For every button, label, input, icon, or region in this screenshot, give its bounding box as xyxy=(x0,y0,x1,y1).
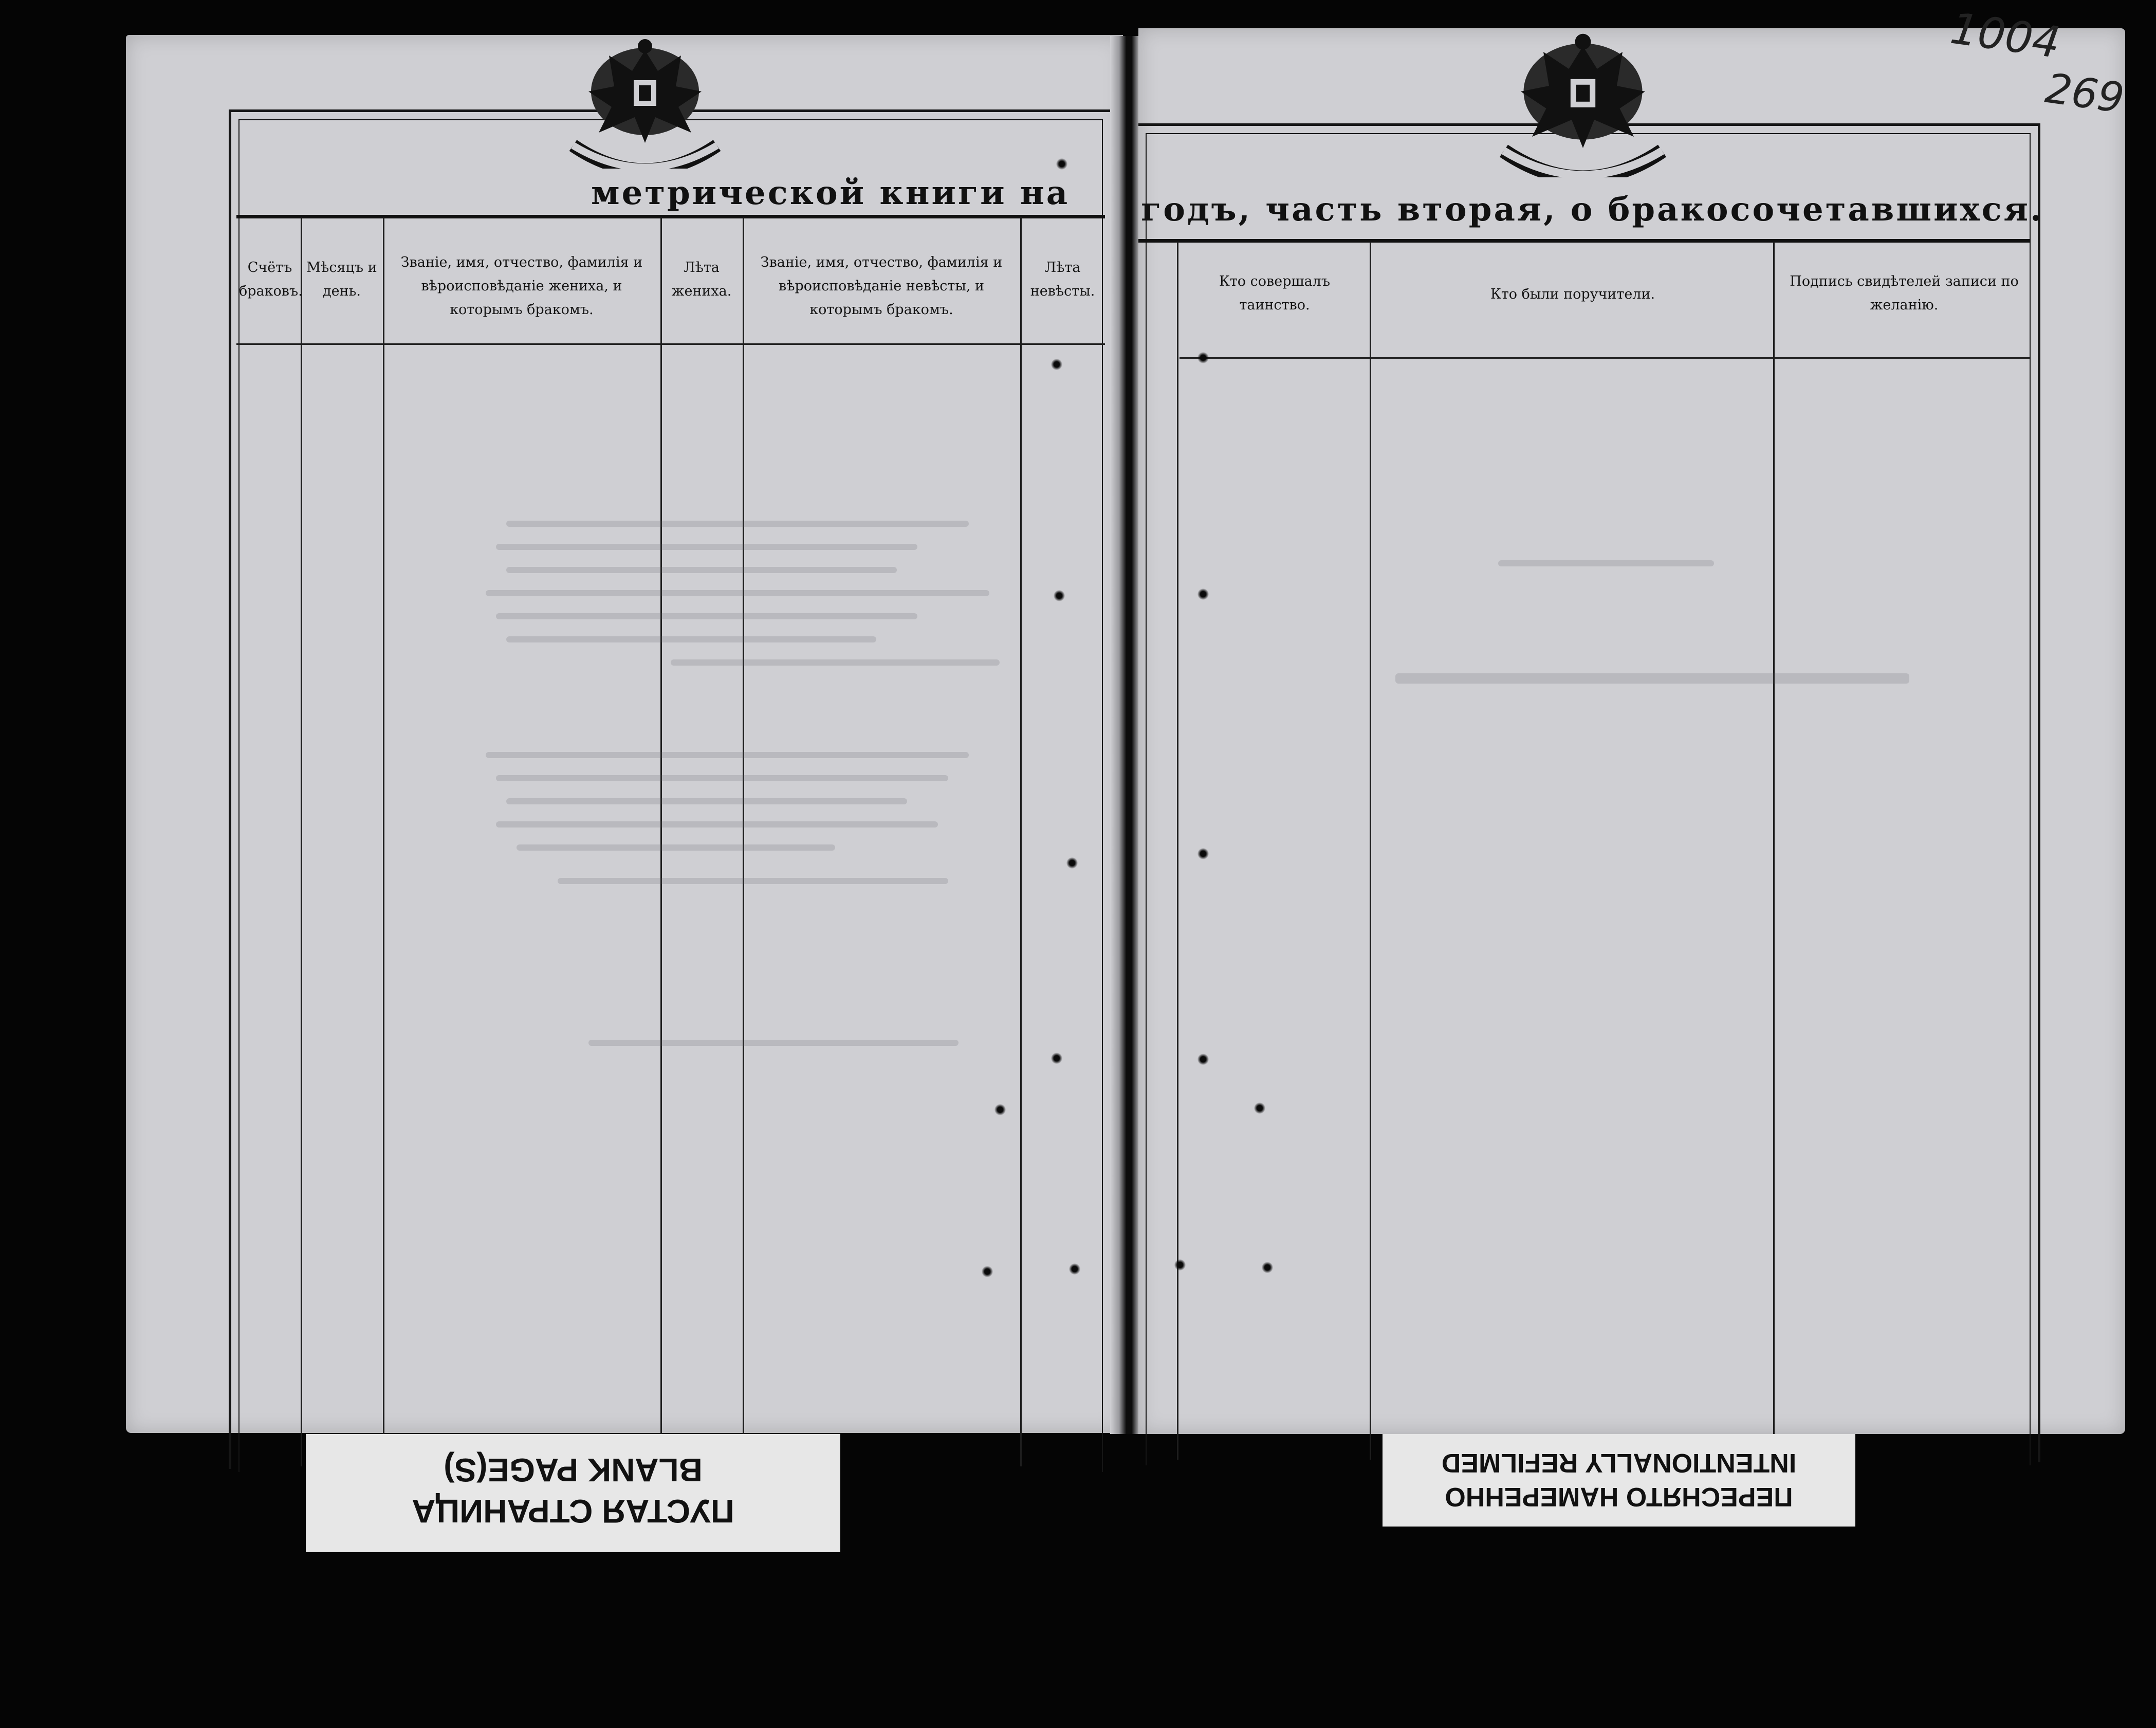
title-rule-right xyxy=(1138,239,2030,243)
col-divider xyxy=(660,217,662,1466)
bleed-through xyxy=(558,878,948,884)
col-header-bride: Званіе, имя, отчество, фамилія и вѣроисповѣданіе невѣсты, и которымъ бракомъ. xyxy=(760,254,1003,318)
bleed-through xyxy=(506,567,897,573)
binding-hole xyxy=(1197,589,1209,600)
bleed-through xyxy=(486,752,969,758)
col-divider xyxy=(301,217,302,1466)
blank-label-line-ru: ПУСТАЯ СТРАНИЦА xyxy=(412,1493,734,1530)
binding-hole xyxy=(1051,359,1062,370)
binding-hole xyxy=(1054,590,1065,601)
page-title-left: метрической книги на xyxy=(591,174,1070,212)
refilmed-label-line-en: INTENTIONALLY REFILMED xyxy=(1441,1448,1797,1478)
col-header-witness-signature: Подпись свидѣтелей записи по желанію. xyxy=(1790,273,2019,313)
binding-hole xyxy=(1069,1263,1080,1275)
col-header-month-day: Мѣсяцъ и день. xyxy=(306,260,377,299)
left-page xyxy=(126,35,1123,1433)
col-divider xyxy=(1177,242,1178,1460)
col-header-marriage-count: Счётъ браковъ. xyxy=(239,260,303,299)
binding-hole xyxy=(1262,1262,1273,1273)
binding-hole xyxy=(1197,1054,1209,1065)
bleed-through xyxy=(506,798,907,804)
refilmed-label xyxy=(1383,1434,1855,1527)
bleed-through xyxy=(496,821,938,828)
col-header-groom: Званіе, имя, отчество, фамилія и вѣроисповѣданіе жениха, и которымъ бракомъ. xyxy=(400,254,643,318)
binding-hole xyxy=(982,1266,993,1277)
refilmed-label-line-ru: ПЕРЕСНЯТО НАМЕРЕННО xyxy=(1445,1482,1793,1512)
col-header-groom-age: Лѣта жениха. xyxy=(671,260,732,299)
binding-hole xyxy=(994,1104,1006,1115)
bleed-through xyxy=(1395,673,1909,684)
col-header-bride-age: Лѣта невѣсты. xyxy=(1030,260,1095,299)
col-divider xyxy=(383,217,384,1466)
col-header-guarantors: Кто были поручители. xyxy=(1490,286,1655,302)
col-divider xyxy=(1370,242,1371,1460)
col-header-officiant: Кто совершалъ таинство. xyxy=(1219,273,1331,313)
title-rule-left xyxy=(236,215,1105,218)
bleed-through xyxy=(496,775,948,781)
binding-hole xyxy=(1174,1259,1186,1271)
bleed-through xyxy=(496,613,917,619)
double-headed-eagle-emblem-right xyxy=(1498,28,1668,177)
double-headed-eagle-emblem-left xyxy=(568,35,722,169)
bleed-through xyxy=(506,636,876,642)
binding-hole xyxy=(1254,1102,1265,1114)
bleed-through xyxy=(1498,560,1714,566)
right-page xyxy=(1138,28,2125,1434)
bleed-through xyxy=(671,659,1000,666)
bleed-through xyxy=(506,521,969,527)
binding-hole xyxy=(1197,352,1209,363)
binding-hole xyxy=(1066,857,1078,869)
binding-hole xyxy=(1197,848,1209,859)
blank-label-line-en: BLANK PAGE(S) xyxy=(444,1451,703,1488)
binding-hole xyxy=(1051,1053,1062,1064)
col-divider xyxy=(1773,242,1775,1460)
col-divider xyxy=(743,217,744,1466)
bleed-through xyxy=(496,544,917,550)
bleed-through xyxy=(486,590,989,596)
bleed-through xyxy=(588,1040,959,1046)
handwritten-page-number: 269 xyxy=(2042,64,2127,123)
header-rule-right xyxy=(1180,357,2030,359)
page-title-right: годъ, часть вторая, о бракосочетавшихся. xyxy=(1141,190,2044,229)
bleed-through xyxy=(517,844,835,851)
col-divider xyxy=(1020,217,1022,1466)
header-rule-left xyxy=(236,343,1105,345)
handwritten-folio-number: 1004 xyxy=(1947,3,2063,68)
blank-page-label xyxy=(306,1434,840,1552)
binding-hole xyxy=(1056,158,1067,170)
right-page-frame xyxy=(1138,123,2040,1462)
